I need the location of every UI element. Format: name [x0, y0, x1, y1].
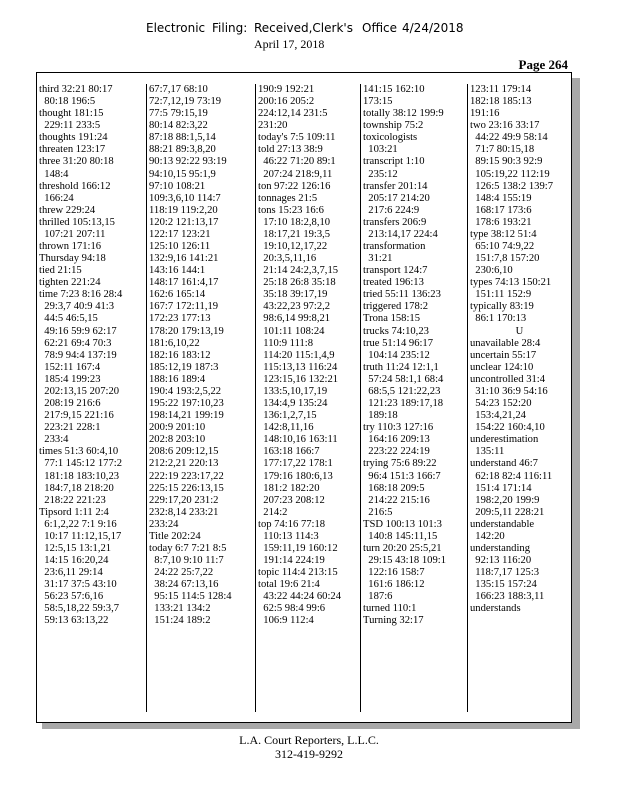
index-entry: thoughts 191:24 — [39, 132, 108, 144]
index-entry: 20:3,5,11,16 — [258, 253, 317, 265]
page-number: Page 264 — [518, 57, 568, 72]
index-entry: 118:7,17 125:3 — [470, 567, 540, 579]
index-entry: 161:6 186:12 — [363, 579, 425, 591]
index-entry: 62:5 98:4 99:6 — [258, 603, 326, 615]
index-entry: underestimation — [470, 434, 539, 446]
index-entry: 207:23 208:12 — [258, 494, 325, 506]
index-entry: 65:10 74:9,22 — [470, 241, 535, 253]
index-entry: 12:5,15 13:1,21 — [39, 542, 112, 554]
index-entry: 167:7 172:11,19 — [149, 301, 219, 313]
index-entry: 223:22 224:19 — [363, 446, 430, 458]
index-entry: 184:7,18 218:20 — [39, 482, 114, 494]
index-entry: 14:15 16:20,24 — [39, 555, 109, 567]
index-entry: types 74:13 150:21 — [470, 277, 552, 289]
index-entry: 142:20 — [470, 530, 505, 542]
index-entry: 59:13 63:13,22 — [39, 615, 109, 627]
index-entry: 153:4,21,24 — [470, 410, 526, 422]
index-entry: 208:6 209:12,15 — [149, 446, 219, 458]
index-entry: 200:9 201:10 — [149, 422, 206, 434]
index-entry: 62:18 82:4 116:11 — [470, 470, 553, 482]
index-entry: 164:16 209:13 — [363, 434, 430, 446]
electronic-label: Electronic — [146, 21, 206, 35]
index-entry: 142:8,11,16 — [258, 422, 314, 434]
index-entry: 87:18 88:1,5,14 — [149, 132, 216, 144]
index-entry: 56:23 57:6,16 — [39, 591, 104, 603]
index-entry: 214:22 215:16 — [363, 494, 430, 506]
index-entry: Title 202:24 — [149, 530, 201, 542]
index-entry: 202:8 203:10 — [149, 434, 206, 446]
index-entry: thrown 171:16 — [39, 241, 102, 253]
index-entry: 229:11 233:5 — [39, 120, 101, 132]
index-entry: 96:4 151:3 166:7 — [363, 470, 441, 482]
index-entry: transfers 206:9 — [363, 216, 427, 228]
index-box — [36, 72, 572, 723]
index-entry: 71:7 80:15,18 — [470, 144, 535, 156]
index-entry: 104:14 235:12 — [363, 349, 430, 361]
index-entry: 168:17 173:6 — [470, 204, 532, 216]
index-entry: 187:6 — [363, 591, 393, 603]
index-entry: threshold 166:12 — [39, 180, 111, 192]
index-entry: 46:22 71:20 89:1 — [258, 156, 336, 168]
index-entry: 17:10 18:2,8,10 — [258, 216, 331, 228]
index-entry: turn 20:20 25:5,21 — [363, 542, 442, 554]
index-entry: 101:11 108:24 — [258, 325, 325, 337]
index-entry: 185:4 199:23 — [39, 373, 101, 385]
index-entry: 77:5 79:15,19 — [149, 108, 208, 120]
index-entry: 31:10 36:9 54:16 — [470, 385, 548, 397]
index-entry: 190:9 192:21 — [258, 84, 315, 95]
index-entry: understandable — [470, 518, 535, 530]
index-entry: 110:13 114:3 — [258, 530, 319, 542]
index-entry: true 51:14 96:17 — [363, 337, 434, 349]
index-entry: Thursday 94:18 — [39, 253, 106, 265]
index-entry: 198:14,21 199:19 — [149, 410, 224, 422]
index-entry: 80:18 196:5 — [39, 96, 96, 108]
index-entry: Tipsord 1:11 2:4 — [39, 506, 109, 518]
index-entry: understanding — [470, 542, 531, 554]
index-entry: 217:6 224:9 — [363, 204, 420, 216]
index-entry: toxicologists — [363, 132, 418, 144]
index-entry: 54:23 152:20 — [470, 398, 532, 410]
index-entry: 44:22 49:9 58:14 — [470, 132, 548, 144]
index-entry: trucks 74:10,23 — [363, 325, 429, 337]
index-entry: 133:21 134:2 — [149, 603, 211, 615]
footer-company: L.A. Court Reporters, L.L.C. — [239, 733, 379, 747]
index-entry: threw 229:24 — [39, 204, 96, 216]
index-entry: 209:5,11 228:21 — [470, 506, 545, 518]
index-entry: 89:15 90:3 92:9 — [470, 156, 543, 168]
index-entry: transport 124:7 — [363, 265, 428, 277]
index-entry: 78:9 94:4 137:19 — [39, 349, 117, 361]
index-entry: 92:13 116:20 — [470, 555, 532, 567]
index-entry: 195:22 197:10,23 — [149, 398, 224, 410]
index-entry: top 74:16 77:18 — [258, 518, 326, 530]
section-letter: U — [515, 325, 524, 337]
index-entry: 95:15 114:5 128:4 — [149, 591, 232, 603]
index-entry: 43:22 44:24 60:24 — [258, 591, 341, 603]
index-entry: 29:15 43:18 109:1 — [363, 555, 446, 567]
filing-label: Filing: — [212, 21, 248, 35]
index-entry: 86:1 170:13 — [470, 313, 527, 325]
index-entry: 77:1 145:12 177:2 — [39, 458, 122, 470]
index-entry: 154:22 160:4,10 — [470, 422, 545, 434]
index-entry: totally 38:12 199:9 — [363, 108, 444, 120]
footer-phone: 312-419-9292 — [275, 747, 343, 761]
index-entry: township 75:2 — [363, 120, 424, 132]
index-entry: treated 196:13 — [363, 277, 424, 289]
index-entry: 80:14 82:3,22 — [149, 120, 208, 132]
index-entry: 188:16 189:4 — [149, 373, 206, 385]
index-entry: 159:11,19 160:12 — [258, 542, 338, 554]
index-entry: ton 97:22 126:16 — [258, 180, 331, 192]
index-entry: 222:19 223:17,22 — [149, 470, 224, 482]
index-entry: uncertain 55:17 — [470, 349, 537, 361]
index-entry: 168:18 209:5 — [363, 482, 425, 494]
index-entry: today 6:7 7:21 8:5 — [149, 542, 227, 554]
index-entry: 122:16 158:7 — [363, 567, 425, 579]
index-entry: 68:5,5 121:22,23 — [363, 385, 441, 397]
index-entry: 38:24 67:13,16 — [149, 579, 219, 591]
index-entry: 105:19,22 112:19 — [470, 168, 550, 180]
index-entry: two 23:16 33:17 — [470, 120, 540, 132]
index-entry: 121:23 189:17,18 — [363, 398, 444, 410]
index-entry: 182:18 185:13 — [470, 96, 532, 108]
index-entry: 185:12,19 187:3 — [149, 361, 219, 373]
office-label: Office — [362, 21, 398, 35]
index-entry: unavailable 28:4 — [470, 337, 541, 349]
index-entry: 98:6,14 99:8,21 — [258, 313, 331, 325]
index-entry: understands — [470, 603, 521, 615]
index-entry: 31:17 37:5 43:10 — [39, 579, 117, 591]
index-entry: 136:1,2,7,15 — [258, 410, 317, 422]
index-entry: 31:21 — [363, 253, 393, 265]
index-entry: transformation — [363, 241, 426, 253]
index-entry: 58:5,18,22 59:3,7 — [39, 603, 120, 615]
index-entry: 208:19 216:6 — [39, 398, 101, 410]
index-entry: 218:22 221:23 — [39, 494, 106, 506]
index-entry: total 19:6 21:4 — [258, 579, 320, 591]
index-entry: 140:8 145:11,15 — [363, 530, 438, 542]
index-entry: tighten 221:24 — [39, 277, 101, 289]
index-entry: 24:22 25:7,22 — [149, 567, 214, 579]
index-entry: 225:15 226:13,15 — [149, 482, 224, 494]
index-entry: times 51:3 60:4,10 — [39, 446, 119, 458]
index-entry: 103:21 — [363, 144, 398, 156]
index-entry: transfer 201:14 — [363, 180, 428, 192]
index-entry: 148:4 155:19 — [470, 192, 532, 204]
index-entry: 231:20 — [258, 120, 288, 132]
index-entry: time 7:23 8:16 28:4 — [39, 289, 123, 301]
index-entry: 151:11 152:9 — [470, 289, 532, 301]
index-entry: 135:11 — [470, 446, 505, 458]
index-entry: three 31:20 80:18 — [39, 156, 114, 168]
index-entry: 166:23 188:3,11 — [470, 591, 545, 603]
received-date: April 17, 2018 — [254, 37, 325, 51]
index-entry: 141:15 162:10 — [363, 84, 425, 95]
index-entry: tons 15:23 16:6 — [258, 204, 324, 216]
index-entry: 172:23 177:13 — [149, 313, 211, 325]
received-label: Received,Clerk's — [254, 21, 353, 35]
index-entry: 232:8,14 233:21 — [149, 506, 219, 518]
index-entry: 90:13 92:22 93:19 — [149, 156, 227, 168]
index-entry: 189:18 — [363, 410, 398, 422]
index-entry: unclear 124:10 — [470, 361, 534, 373]
index-entry: 148:4 — [39, 168, 69, 180]
index-entry: tied 21:15 — [39, 265, 82, 277]
index-entry: 148:17 161:4,17 — [149, 277, 219, 289]
index-entry: 67:7,17 68:10 — [149, 84, 208, 95]
index-column-5 — [467, 84, 571, 712]
index-entry: 88:21 89:3,8,20 — [149, 144, 216, 156]
index-entry: 151:4 171:14 — [470, 482, 532, 494]
index-entry: Trona 158:15 — [363, 313, 420, 325]
index-entry: 120:2 121:13,17 — [149, 216, 219, 228]
index-entry: 213:14,17 224:4 — [363, 228, 438, 240]
index-entry: 6:1,2,22 7:1 9:16 — [39, 518, 117, 530]
index-entry: 181:2 182:20 — [258, 482, 320, 494]
index-entry: TSD 100:13 101:3 — [363, 518, 442, 530]
index-entry: uncontrolled 31:4 — [470, 373, 546, 385]
index-entry: 163:18 166:7 — [258, 446, 320, 458]
index-entry: 214:2 — [258, 506, 288, 518]
index-entry: 18:17,21 19:3,5 — [258, 228, 331, 240]
index-entry: 233:4 — [39, 434, 69, 446]
index-entry: 178:20 179:13,19 — [149, 325, 224, 337]
index-entry: topic 114:4 213:15 — [258, 567, 338, 579]
index-entry: 233:24 — [149, 518, 179, 530]
index-column-4 — [360, 84, 467, 712]
index-entry: 23:6,11 29:14 — [39, 567, 103, 579]
index-entry: 166:24 — [39, 192, 74, 204]
index-entry: 162:6 165:14 — [149, 289, 206, 301]
index-entry: told 27:13 38:9 — [258, 144, 323, 156]
index-entry: 94:10,15 95:1,9 — [149, 168, 216, 180]
index-entry: third 32:21 80:17 — [39, 84, 113, 95]
index-entry: 181:18 183:10,23 — [39, 470, 120, 482]
index-entry: 207:24 218:9,11 — [258, 168, 333, 180]
index-entry: 29:3,7 40:9 41:3 — [39, 301, 115, 313]
index-entry: 132:9,16 141:21 — [149, 253, 219, 265]
index-column-3 — [255, 84, 360, 712]
index-entry: 115:13,13 116:24 — [258, 361, 338, 373]
index-entry: 35:18 39:17,19 — [258, 289, 328, 301]
index-entry: 72:7,12,19 73:19 — [149, 96, 222, 108]
index-entry: 224:12,14 231:5 — [258, 108, 328, 120]
index-entry: try 110:3 127:16 — [363, 422, 434, 434]
index-entry: thought 181:15 — [39, 108, 104, 120]
index-entry: threaten 123:17 — [39, 144, 106, 156]
index-entry: type 38:12 51:4 — [470, 228, 537, 240]
index-entry: 152:11 167:4 — [39, 361, 101, 373]
index-entry: 8:7,10 9:10 11:7 — [149, 555, 224, 567]
index-entry: 110:9 111:8 — [258, 337, 314, 349]
index-entry: 205:17 214:20 — [363, 192, 430, 204]
index-entry: 181:6,10,22 — [149, 337, 200, 349]
index-entry: 118:19 119:2,20 — [149, 204, 218, 216]
index-entry: 10:17 11:12,15,17 — [39, 530, 122, 542]
index-entry: 151:7,8 157:20 — [470, 253, 540, 265]
index-entry: today's 7:5 109:11 — [258, 132, 336, 144]
index-entry: 123:11 179:14 — [470, 84, 532, 95]
index-entry: 43:22,23 97:2,2 — [258, 301, 331, 313]
index-entry: trying 75:6 89:22 — [363, 458, 437, 470]
index-entry: 44:5 46:5,15 — [39, 313, 98, 325]
index-entry: 126:5 138:2 139:7 — [470, 180, 553, 192]
index-entry: transcript 1:10 — [363, 156, 425, 168]
index-entry: 109:3,6,10 114:7 — [149, 192, 221, 204]
index-entry: 125:10 126:11 — [149, 241, 211, 253]
index-entry: tried 55:11 136:23 — [363, 289, 441, 301]
index-entry: 198:2,20 199:9 — [470, 494, 540, 506]
index-entry: 134:4,9 135:24 — [258, 398, 328, 410]
index-entry: understand 46:7 — [470, 458, 538, 470]
index-entry: 106:9 112:4 — [258, 615, 314, 627]
index-entry: 135:15 157:24 — [470, 579, 537, 591]
index-entry: 178:6 193:21 — [470, 216, 532, 228]
index-entry: 223:21 228:1 — [39, 422, 101, 434]
index-entry: typically 83:19 — [470, 301, 534, 313]
index-entry: 19:10,12,17,22 — [258, 241, 328, 253]
filed-date: 4/24/2018 — [402, 21, 464, 35]
index-entry: 182:16 183:12 — [149, 349, 211, 361]
index-entry: turned 110:1 — [363, 603, 417, 615]
index-entry: 191:14 224:19 — [258, 555, 325, 567]
index-entry: 190:4 193:2,5,22 — [149, 385, 222, 397]
index-entry: tonnages 21:5 — [258, 192, 318, 204]
index-entry: triggered 178:2 — [363, 301, 429, 313]
index-entry: 217:9,15 221:16 — [39, 410, 114, 422]
index-entry: 107:21 207:11 — [39, 228, 106, 240]
index-entry: 97:10 108:21 — [149, 180, 206, 192]
index-entry: 57:24 58:1,1 68:4 — [363, 373, 444, 385]
index-entry: 151:24 189:2 — [149, 615, 211, 627]
index-entry: 177:17,22 178:1 — [258, 458, 333, 470]
index-column-1 — [37, 84, 146, 712]
index-entry: 123:15,16 132:21 — [258, 373, 339, 385]
index-entry: 21:14 24:2,3,7,15 — [258, 265, 339, 277]
index-entry: 25:18 26:8 35:18 — [258, 277, 336, 289]
index-entry: 202:13,15 207:20 — [39, 385, 120, 397]
index-entry: 179:16 180:6,13 — [258, 470, 333, 482]
index-entry: 216:5 — [363, 506, 393, 518]
index-entry: thrilled 105:13,15 — [39, 216, 115, 228]
index-entry: 200:16 205:2 — [258, 96, 315, 108]
index-entry: 49:16 59:9 62:17 — [39, 325, 117, 337]
index-entry: 133:5,10,17,19 — [258, 385, 328, 397]
index-column-2 — [146, 84, 255, 712]
index-entry: 229:17,20 231:2 — [149, 494, 219, 506]
index-entry: 143:16 144:1 — [149, 265, 206, 277]
index-entry: 148:10,16 163:11 — [258, 434, 338, 446]
index-entry: Turning 32:17 — [363, 615, 424, 627]
index-entry: 122:17 123:21 — [149, 228, 211, 240]
index-entry: 212:2,21 220:13 — [149, 458, 219, 470]
index-entry: 235:12 — [363, 168, 398, 180]
index-entry: 173:15 — [363, 96, 393, 108]
index-entry: 230:6,10 — [470, 265, 513, 277]
index-entry: 114:20 115:1,4,9 — [258, 349, 335, 361]
index-entry: truth 11:24 12:1,1 — [363, 361, 439, 373]
index-entry: 191:16 — [470, 108, 500, 120]
index-entry: 62:21 69:4 70:3 — [39, 337, 112, 349]
